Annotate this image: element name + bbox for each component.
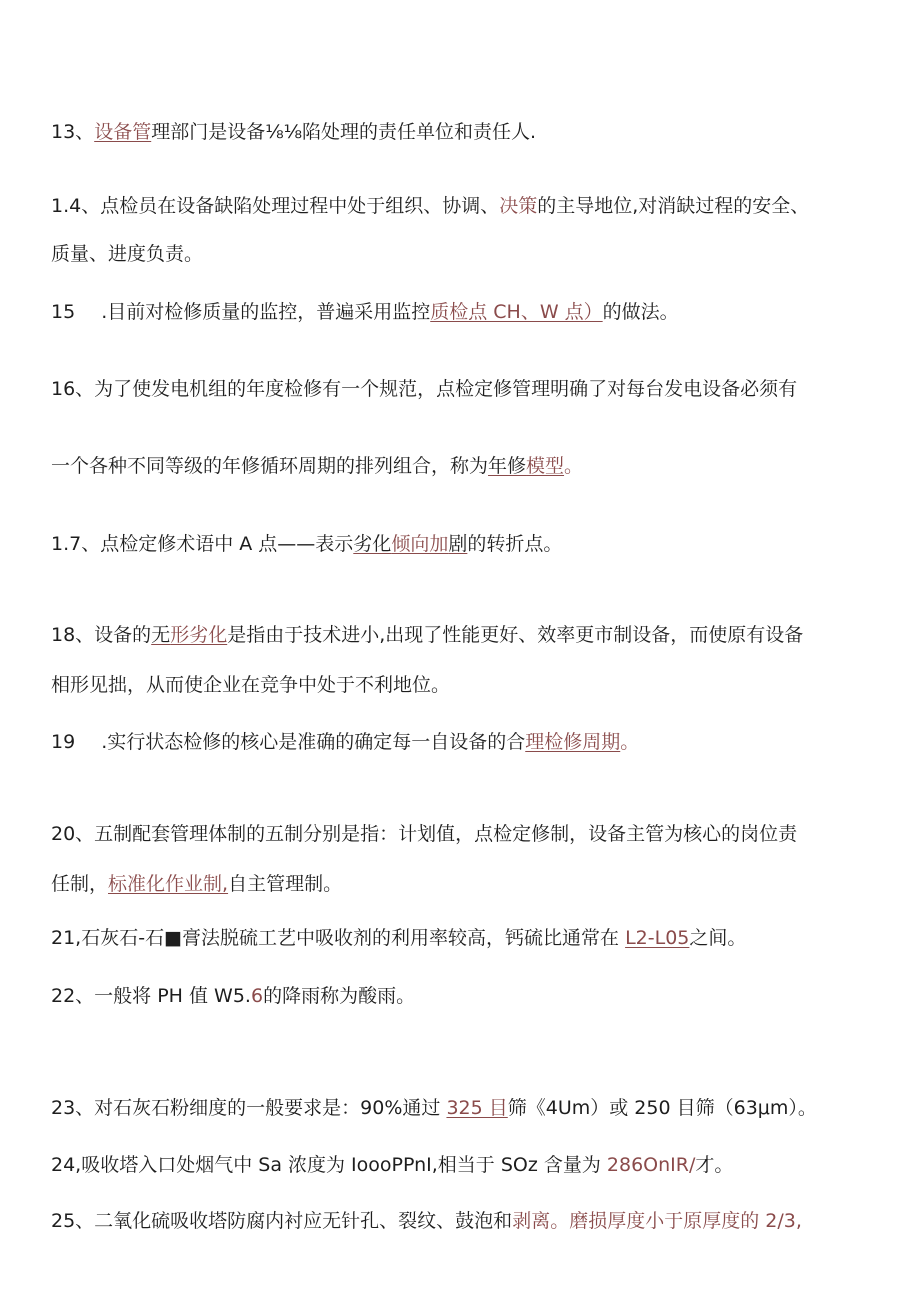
item-18: 18、设备的无形劣化是指由于技术进小,出现了性能更好、效率更市制设备，而使原有设备: [51, 624, 804, 646]
answer-highlight: 325 目: [446, 1097, 508, 1119]
answer-highlight: 标准化作业制,: [108, 873, 229, 895]
item-20: 20、五制配套管理体制的五制分别是指：计划值，点检定修制，设备主管为核心的岗位责: [51, 823, 798, 845]
item-16-continuation: 一个各种不同等级的年修循环周期的排列组合，称为年修模型。: [51, 455, 584, 477]
item-25: 25、二氧化硫吸收塔防腐内衬应无针孔、裂纹、鼓泡和剥离。磨损厚度小于原厚度的 2/3,: [51, 1210, 802, 1232]
answer-highlight: 质检点 CH、W 点）: [430, 301, 603, 323]
item-22: 22、一般将 PH 值 W5.6的降雨称为酸雨。: [51, 985, 416, 1007]
answer-highlight: 设备管: [94, 121, 152, 143]
answer-underline: 无: [151, 624, 171, 646]
item-19: 19 .实行状态检修的核心是准确的确定每一自设备的合理检修周期。: [51, 731, 640, 753]
answer-highlight: 决策: [499, 195, 538, 217]
answer-underline: 年修: [488, 455, 527, 477]
answer-highlight: 6: [250, 985, 264, 1007]
item-14: 1.4、点检员在设备缺陷处理过程中处于组织、协调、决策的主导地位,对消缺过程的安全、: [51, 195, 810, 217]
answer-highlight: 倾向加: [391, 533, 449, 555]
answer-highlight: 剥离: [512, 1210, 551, 1232]
item-13: 13、设备管理部门是设备⅛⅛陷处理的责任单位和责任人.: [51, 121, 537, 143]
answer-highlight: 理检修周期: [525, 731, 621, 753]
item-23: 23、对石灰石粉细度的一般要求是：90%通过 325 目筛《4Um）或 250 目筛（63μm）。: [51, 1097, 817, 1119]
item-17: 1.7、点检定修术语中 A 点——表示劣化倾向加剧的转折点。: [51, 533, 563, 555]
item-16: 16、为了使发电机组的年度检修有一个规范，点检定修管理明确了对每台发电设备必须有: [51, 378, 798, 400]
answer-highlight: 模型: [526, 455, 565, 477]
item-20-continuation: 任制，标准化作业制,自主管理制。: [51, 873, 343, 895]
item-18-continuation: 相形见拙，从而使企业在竞争中处于不利地位。: [51, 674, 451, 696]
answer-underline: 劣化: [353, 533, 392, 555]
answer-highlight: 286OnIR/: [606, 1154, 696, 1176]
item-24: 24,吸收塔入口处烟气中 Sa 浓度为 IoooPPnI,相当于 SOz 含量为 286OnIR/才。: [51, 1154, 734, 1176]
item-15: 15 .目前对检修质量的监控，普遍采用监控质检点 CH、W 点）的做法。: [51, 301, 679, 323]
item-21: 21,石灰石-石■膏法脱硫工艺中吸收剂的利用率较高，钙硫比通常在 L2-L05之间。: [51, 927, 747, 949]
item-14-continuation: 质量、进度负责。: [51, 243, 204, 265]
answer-highlight: L2-L05: [625, 927, 690, 949]
answer-highlight: 形劣化: [170, 624, 228, 646]
